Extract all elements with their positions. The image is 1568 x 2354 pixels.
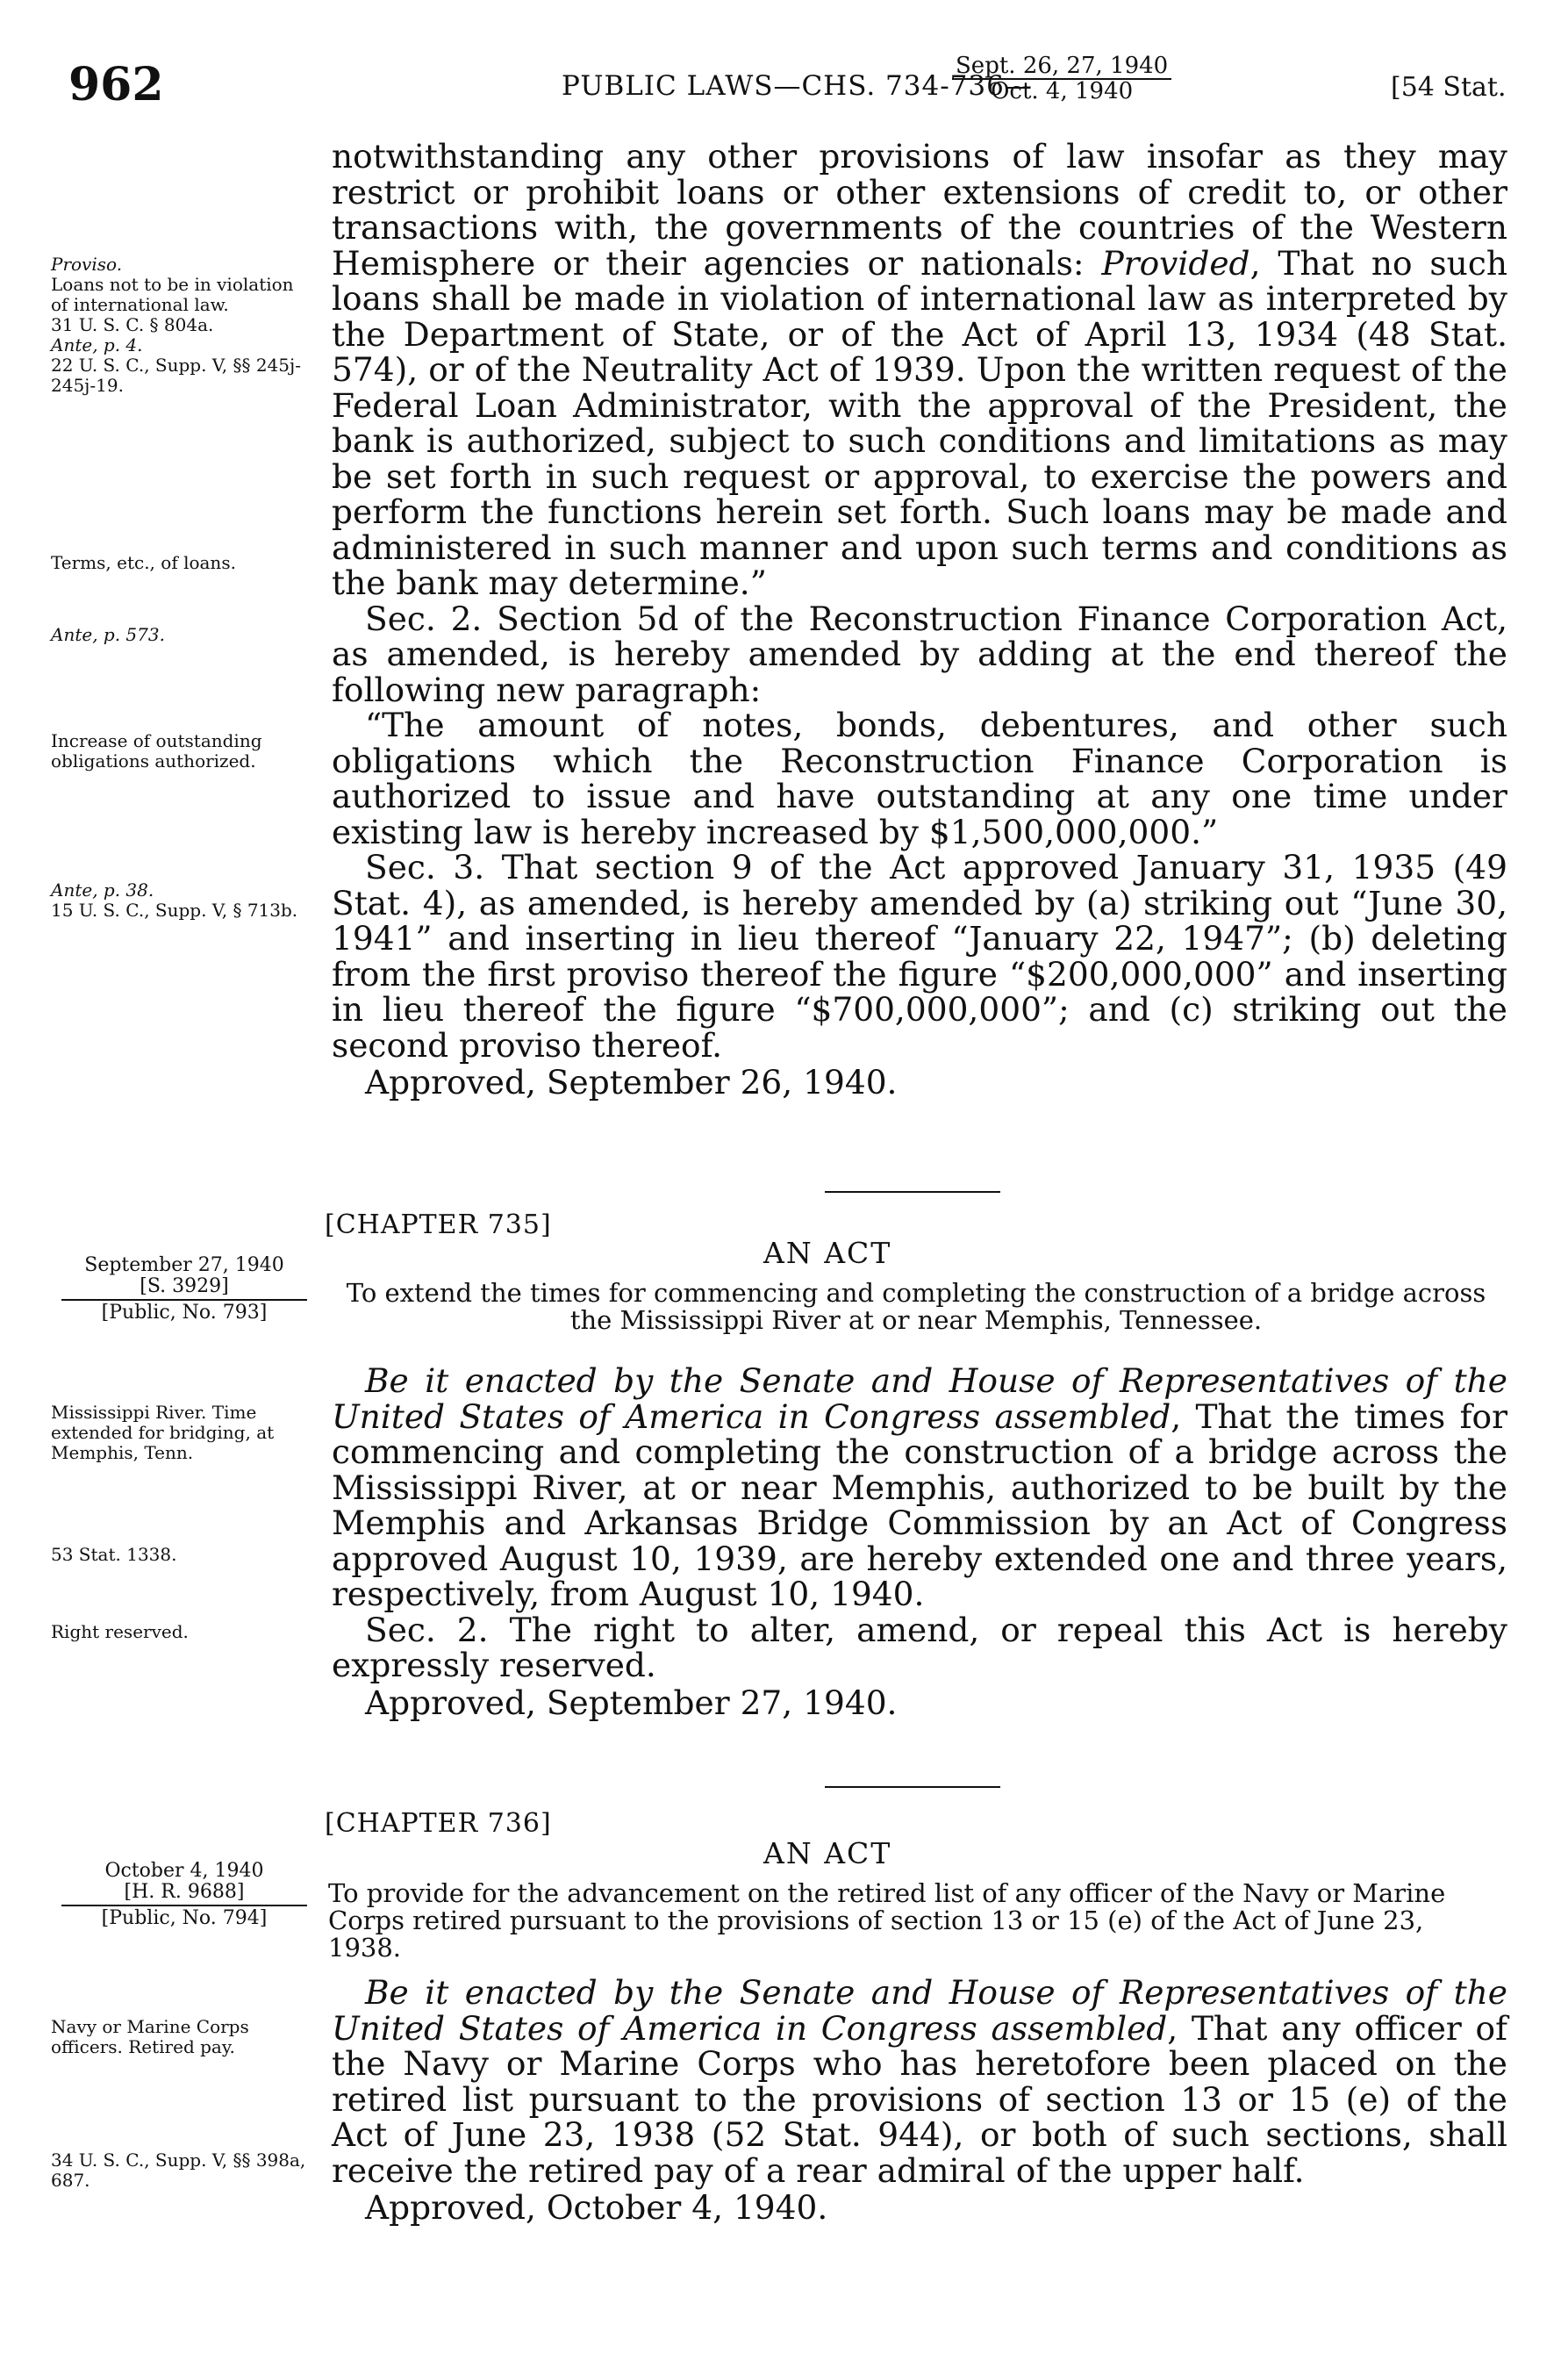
paragraph: notwithstanding any other provisions of law insofar as they may restrict or prohibit loans or other extensions of credit to, or other transactions with, the governments of the countries of the Western Hemisphere or their agencies or nationals: Provided, That no such loans shall be made in violation of international law as interpreted by the Department of State, or of the Act of April 13, 1934 (48 Stat. 574), or of the Neutrality Act of 1939. Upon the written request of the Federal Loan Administrator, with the approval of the President, the bank is authorized, subject to such conditions and limitations as may be set forth in such request or approval, to exercise the powers and perform the functions herein set forth. Such loans may be made and administered in such manner and upon such terms and conditions as the bank may determine.” bbox=[332, 137, 1507, 602]
margin-note-increase: Increase of outstanding obligations authorized. bbox=[51, 730, 262, 772]
statute-reference: [54 Stat. bbox=[1391, 72, 1507, 103]
quoted-paragraph: “The amount of notes, bonds, debentures, and other such obligations which the Reconstruction Finance Corporation is authorized to issue and have outstanding at any one time under existing law is hereby increased by $1,500,000,000.” bbox=[332, 706, 1507, 851]
page-header bbox=[0, 0, 1568, 149]
section-2: Sec. 2. Section 5d of the Reconstruction Finance Corporation Act, as amended, is hereby amended by adding at the end thereof the following new paragraph: bbox=[332, 599, 1507, 709]
enacting-clause: Be it enacted by the Senate and House of Representatives of the United States of America in Congress assembled, That the times for commencing and completing the construction of a bridge across the Mississippi River, at or near Memphis, authorized to be built by the Memphis and Arkansas Bridge Commission by an Act of Congress approved August 10, 1939, are hereby extended one and three years, respectively, from August 10, 1940. bbox=[332, 1361, 1507, 1613]
margin-note-proviso: Proviso. Loans not to be in violation of international law. 31 U. S. C. § 804a. Ante, p. 4. 22 U. S. C., Supp. V, §§ 245j-245j-19. bbox=[51, 254, 301, 396]
running-head: PUBLIC LAWS—CHS. 734-736— bbox=[562, 70, 1033, 102]
margin-note-34-usc: 34 U. S. C., Supp. V, §§ 398a, 687. bbox=[51, 2149, 306, 2191]
chapter-735-body bbox=[332, 1363, 1507, 1720]
margin-note-53-stat: 53 Stat. 1338. bbox=[51, 1544, 177, 1565]
bill-box-rule bbox=[61, 1905, 307, 1906]
margin-note-mississippi: Mississippi River. Time extended for bridging, at Memphis, Tenn. bbox=[51, 1402, 275, 1463]
chapter-734-body bbox=[332, 139, 1507, 1101]
margin-note-terms: Terms, etc., of loans. bbox=[51, 552, 236, 573]
chapter-736-purpose: To provide for the advancement on the retired list of any officer of the Navy or Marine Corps retired pursuant to the provisions of section 13 or 15 (e) of the Act of June 23, 1938. bbox=[328, 1878, 1446, 1963]
approval-line: Approved, September 27, 1940. bbox=[365, 1683, 898, 1722]
divider-rule bbox=[825, 1786, 1000, 1788]
chapter-735-an-act: AN ACT bbox=[763, 1236, 892, 1270]
enacting-clause: Be it enacted by the Senate and House of Representatives of the United States of America in Congress assembled, That any officer of the Navy or Marine Corps who has heretofore been placed on the retired list pursuant to the provisions of section 13 or 15 (e) of the Act of June 23, 1938 (52 Stat. 944), or both of such sections, shall receive the retired pay of a rear admiral of the upper half. bbox=[332, 1973, 1507, 2190]
chapter-735-bill-box: September 27, 1940 [S. 3929] [Public, No. 793] bbox=[53, 1255, 316, 1324]
margin-note-ante-573: Ante, p. 573. bbox=[51, 624, 165, 645]
margin-note-ante-38: Ante, p. 38. 15 U. S. C., Supp. V, § 713b. bbox=[51, 879, 298, 921]
approval-line: Approved, September 26, 1940. bbox=[365, 1063, 898, 1102]
chapter-735-heading: [CHAPTER 735] bbox=[325, 1209, 552, 1240]
divider-rule bbox=[825, 1191, 1000, 1193]
chapter-736-bill-box: October 4, 1940 [H. R. 9688] [Public, No. 794] bbox=[53, 1861, 316, 1929]
bill-box-rule bbox=[61, 1299, 307, 1301]
chapter-736-heading: [CHAPTER 736] bbox=[325, 1808, 552, 1839]
margin-note-right-reserved: Right reserved. bbox=[51, 1621, 189, 1642]
chapter-735-purpose: To extend the times for commencing and completing the construction of a bridge across the Mississippi River at or near Memphis, Tennessee. bbox=[346, 1278, 1486, 1335]
date-range bbox=[952, 54, 1171, 104]
chapter-736-body bbox=[332, 1975, 1507, 2226]
section-3: Sec. 3. That section 9 of the Act approved January 31, 1935 (49 Stat. 4), as amended, is hereby amended by (a) striking out “June 30, 1941” and inserting in lieu thereof “January 22, 1947”; (b) deleting from the first proviso thereof the figure “$200,000,000” and inserting in lieu thereof the figure “$700,000,000”; and (c) striking out the second proviso thereof. bbox=[332, 848, 1507, 1065]
approval-line: Approved, October 4, 1940. bbox=[365, 2188, 828, 2227]
margin-note-navy-marine: Navy or Marine Corps officers. Retired pay. bbox=[51, 2016, 249, 2057]
page-number: 962 bbox=[68, 58, 164, 111]
date-bottom: Oct. 4, 1940 bbox=[991, 78, 1134, 105]
chapter-736-an-act: AN ACT bbox=[763, 1836, 892, 1870]
date-top: Sept. 26, 27, 1940 bbox=[952, 54, 1171, 80]
section-2: Sec. 2. The right to alter, amend, or repeal this Act is hereby expressly reserved. bbox=[332, 1610, 1507, 1684]
